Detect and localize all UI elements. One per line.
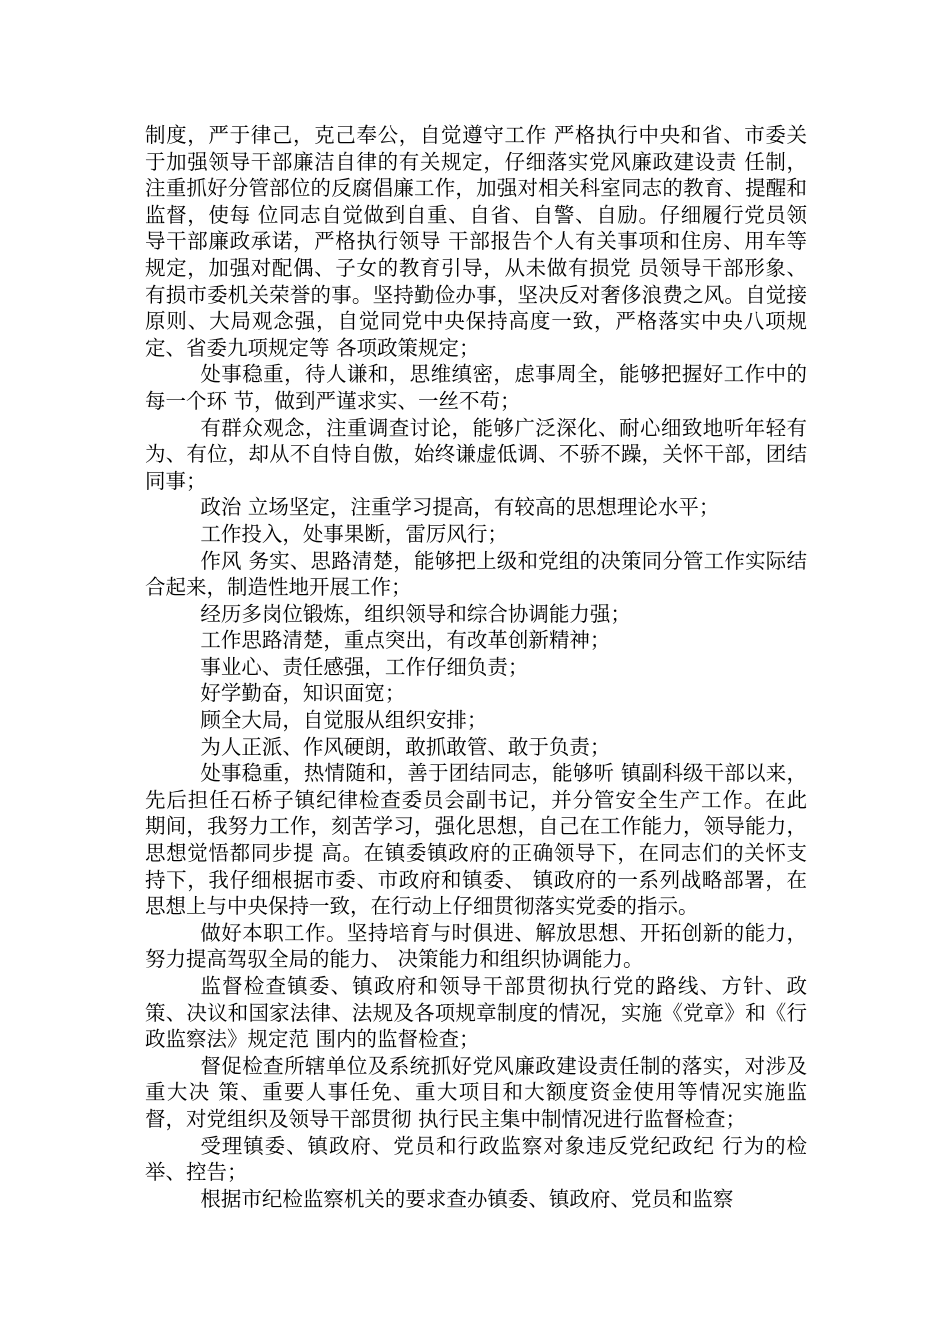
paragraph-10: 好学勤奋，知识面宽； bbox=[200, 681, 406, 706]
paragraph-9: 事业心、责任感强，工作仔细负责； bbox=[200, 654, 529, 679]
paragraph-18: 根据市纪检监察机关的要求查办镇委、镇政府、党员和监察 bbox=[200, 1186, 734, 1211]
paragraph-7: 经历多岗位锻炼，组织领导和综合协调能力强； bbox=[200, 601, 631, 626]
paragraph-15: 监督检查镇委、镇政府和领导干部贯彻执行党的路线、方针、政 策、决议和国家法律、法规及各项规章制度的情况，实施《党章》和《行政监察法》规定范 围内的监督检查； bbox=[145, 974, 807, 1052]
paragraph-16: 督促检查所辖单位及系统抓好党风廉政建设责任制的落实，对涉及重大决 策、重要人事任免、重大项目和大额度资金使用等情况实施监督，对党组织及领导干部贯彻 执行民主集中制情况进行监督检查； bbox=[145, 1053, 807, 1131]
paragraph-17: 受理镇委、镇政府、党员和行政监察对象违反党纪政纪 行为的检举、控告； bbox=[145, 1133, 807, 1185]
paragraph-2: 处事稳重，待人谦和，思维缜密，虑事周全，能够把握好工作中的每一个环 节，做到严谨求实、一丝不苟； bbox=[145, 362, 807, 413]
paragraph-14: 做好本职工作。坚持培育与时俱进、解放思想、开拓创新的能力，努力提高驾驭全局的能力、 决策能力和组织协调能力。 bbox=[145, 920, 807, 972]
paragraph-11: 顾全大局，自觉服从组织安排； bbox=[200, 708, 488, 733]
paragraph-4: 政治 立场坚定，注重学习提高，有较高的思想理论水平； bbox=[200, 495, 720, 520]
paragraph-13: 处事稳重，热情随和，善于团结同志，能够听 镇副科级干部以来，先后担任石桥子镇纪律检查委员会副书记，并分管安全生产工作。在此 期间，我努力工作，刻苦学习，强化思想，自己在工作能力，领导能力，思想觉悟都同步提 高。在镇委镇政府的正确领导下，在同志们的关怀支持下，我仔细根据市委、市政府和镇委、 镇政府的一系列战略部署，在思想上与中央保持一致，在行动上仔细贯彻落实党委的指示。 bbox=[145, 761, 807, 919]
paragraph-5: 工作投入，处事果断，雷厉风行； bbox=[200, 521, 508, 546]
paragraph-8: 工作思路清楚，重点突出，有改革创新精神； bbox=[200, 628, 611, 653]
paragraph-3: 有群众观念，注重调查讨论，能够广泛深化、耐心细致地听年轻有为、有位，却从不自恃自傲，始终谦虚低调、不骄不躁，关怀干部，团结同事； bbox=[145, 415, 807, 493]
paragraph-12: 为人正派、作风硬朗，敢抓敢管、敢于负责； bbox=[200, 734, 611, 759]
paragraph-1: 制度，严于律己，克己奉公，自觉遵守工作 严格执行中央和省、市委关于加强领导干部廉洁自律的有关规定，仔细落实党风廉政建设责 任制，注重抓好分管部位的反腐倡廉工作，加强对相关科室同志的教育、提醒和监督，使每 位同志自觉做到自重、自省、自警、自励。仔细履行党员领导干部廉政承诺，严格执行领导 干部报告个人有关事项和住房、用车等规定，加强对配偶、子女的教育引导，从未做有损党 员领导干部形象、有损市委机关荣誉的事。坚持勤俭办事，坚决反对奢侈浪费之风。自觉接 原则、大局观念强，自觉同党中央保持高度一致，严格落实中央八项规定、省委九项规定等 各项政策规定； bbox=[145, 123, 807, 360]
document-page bbox=[145, 122, 807, 1212]
paragraph-6: 作风 务实、思路清楚，能够把上级和党组的决策同分管工作实际结合起来，制造性地开展工作； bbox=[145, 548, 807, 600]
